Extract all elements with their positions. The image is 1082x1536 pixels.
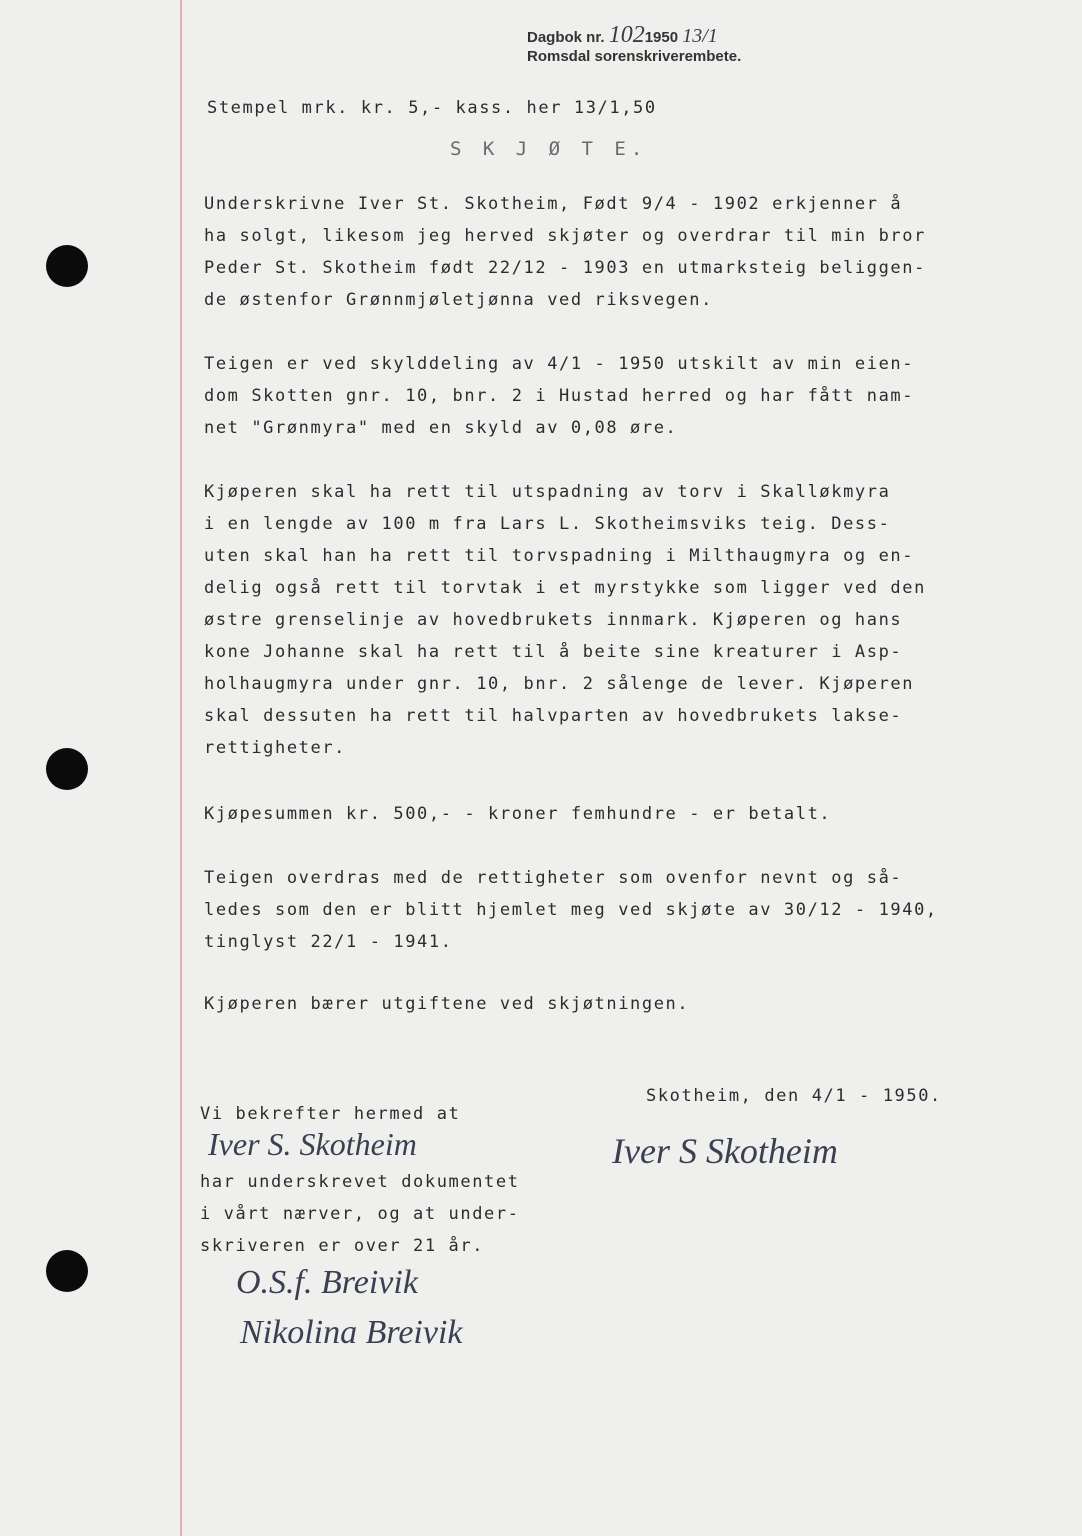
text-line: rettigheter. — [204, 738, 347, 758]
witness-line: skriveren er over 21 år. — [200, 1236, 485, 1256]
witness-signature: Nikolina Breivik — [240, 1314, 463, 1351]
stamp-prefix: Dagbok nr. — [527, 29, 605, 46]
punch-hole-icon — [46, 1250, 88, 1292]
header-note: Stempel mrk. kr. 5,- kass. her 13/1,50 — [207, 98, 657, 118]
punch-hole-icon — [46, 245, 88, 287]
text-line: delig også rett til torvtak i et myrstykke som ligger ved den — [204, 578, 926, 598]
text-line: Kjøpesummen kr. 500,- - kroner femhundre - er betalt. — [204, 804, 832, 824]
witness-signed-name: Iver S. Skotheim — [208, 1126, 417, 1162]
text-line: ledes som den er blitt hjemlet meg ved skjøte av 30/12 - 1940, — [204, 900, 938, 920]
witness-line: har underskrevet dokumentet — [200, 1172, 520, 1192]
text-line: Kjøperen bærer utgiftene ved skjøtningen. — [204, 994, 690, 1014]
text-line: dom Skotten gnr. 10, bnr. 2 i Hustad herred og har fått nam- — [204, 386, 915, 406]
stamp-number: 102 — [608, 22, 645, 48]
text-line: Kjøperen skal ha rett til utspadning av torv i Skalløkmyra — [204, 482, 891, 502]
witness-signature: O.S.f. Breivik — [236, 1264, 418, 1301]
text-line: Underskrivne Iver St. Skotheim, Født 9/4 - 1902 erkjenner å — [204, 194, 903, 214]
text-line: skal dessuten ha rett til halvparten av hovedbrukets lakse- — [204, 706, 903, 726]
stamp-office: Romsdal sorenskriverembete. — [527, 48, 742, 65]
text-line: Teigen er ved skylddeling av 4/1 - 1950 utskilt av min eien- — [204, 354, 915, 374]
witness-line: i vårt nærver, og at under- — [200, 1204, 520, 1224]
stamp-date: 13/1 — [682, 25, 718, 47]
text-line: de østenfor Grønnmjøletjønna ved riksvegen. — [204, 290, 713, 310]
registry-stamp — [527, 22, 742, 66]
stamp-year: 1950 — [644, 29, 679, 46]
punch-hole-icon — [46, 748, 88, 790]
text-line: i en lengde av 100 m fra Lars L. Skotheimsviks teig. Dess- — [204, 514, 891, 534]
text-line: net "Grønmyra" med en skyld av 0,08 øre. — [204, 418, 678, 438]
witness-line: Vi bekrefter hermed at — [200, 1104, 461, 1124]
seller-signature: Iver S Skotheim — [612, 1131, 838, 1171]
text-line: kone Johanne skal ha rett til å beite sine kreaturer i Asp- — [204, 642, 903, 662]
place-date: Skotheim, den 4/1 - 1950. — [646, 1086, 942, 1106]
text-line: østre grenselinje av hovedbrukets innmark. Kjøperen og hans — [204, 610, 903, 630]
text-line: holhaugmyra under gnr. 10, bnr. 2 sålenge de lever. Kjøperen — [204, 674, 915, 694]
text-line: Peder St. Skotheim født 22/12 - 1903 en utmarksteig beliggen- — [204, 258, 926, 278]
text-line: ha solgt, likesom jeg herved skjøter og overdrar til min bror — [204, 226, 926, 246]
red-margin-line — [180, 0, 182, 1536]
text-line: Teigen overdras med de rettigheter som ovenfor nevnt og så- — [204, 868, 903, 888]
document-title: S K J Ø T E. — [450, 138, 648, 160]
text-line: tinglyst 22/1 - 1941. — [204, 932, 453, 952]
text-line: uten skal han ha rett til torvspadning i Milthaugmyra og en- — [204, 546, 915, 566]
